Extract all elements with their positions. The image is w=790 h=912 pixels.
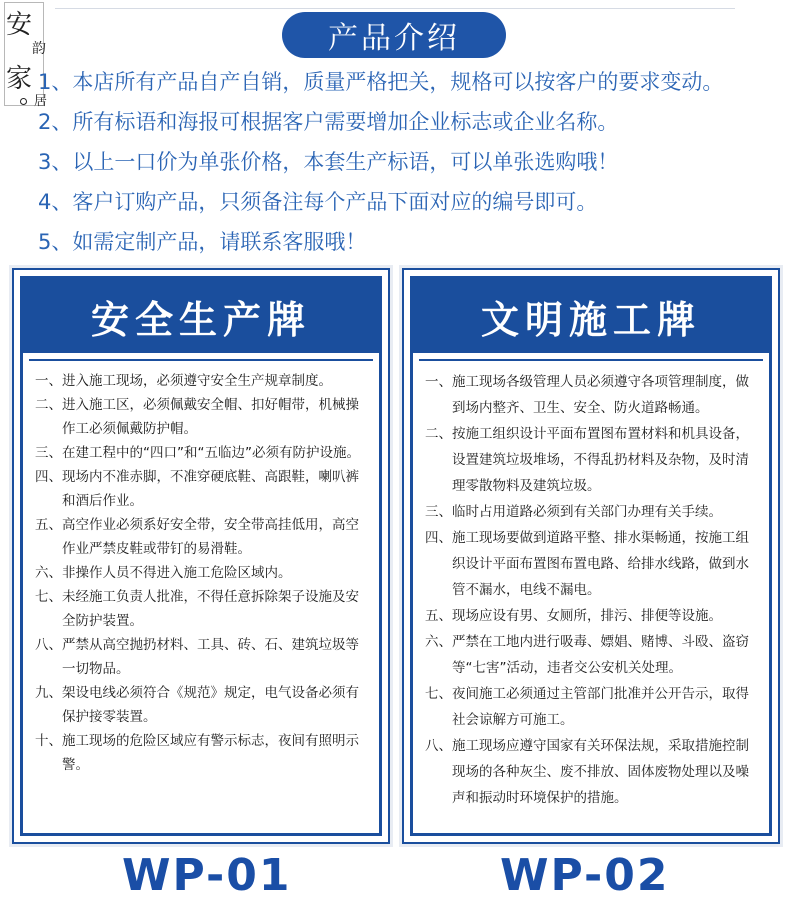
rule-item: 一、 进入施工现场，必须遵守安全生产规章制度。 xyxy=(35,373,332,389)
logo-char: 家 xyxy=(6,64,33,94)
board-title: 安全生产牌 xyxy=(23,279,379,353)
rule-item: 七、 未经施工负责人批准，不得任意拆除架子设施及安全防护装置。 xyxy=(35,589,359,629)
logo-char: 韵 xyxy=(32,41,46,57)
rule-item: 一、 施工现场各级管理人员必须遵守各项管理制度，做到场内整齐、卫生、安全、防火道路畅通。 xyxy=(425,374,749,416)
intro-line: 5、如需定制产品，请联系客服哦！ xyxy=(38,230,367,254)
rule-item: 二、 按施工组织设计平面布置图布置材料和机具设备，设置建筑垃圾堆场，不得乱扔材料及杂物，及时清理零散物料及建筑垃圾。 xyxy=(425,426,749,494)
rule-item: 三、 在建工程中的“四口”和“五临边”必须有防护设施。 xyxy=(35,445,360,461)
logo-char: 居 xyxy=(34,94,48,109)
top-divider xyxy=(55,8,735,9)
section-title: 产品介绍 xyxy=(282,12,506,58)
rule-item: 八、 施工现场应遵守国家有关环保法规，采取措施控制现场的各种灰尘、废不排放、固体废物处理以及噪声和振动时环境保护的措施。 xyxy=(425,738,749,806)
rule-item: 五、 高空作业必须系好安全带，安全带高挂低用，高空作业严禁皮鞋或带钉的易滑鞋。 xyxy=(35,517,359,557)
rule-item: 八、 严禁从高空抛扔材料、工具、砖、石、建筑垃圾等一切物品。 xyxy=(35,637,359,677)
rule-item: 七、 夜间施工必须通过主管部门批准并公开告示，取得社会谅解方可施工。 xyxy=(425,686,749,728)
sign-board-safety xyxy=(12,268,390,844)
rule-item: 二、 进入施工区，必须佩戴安全帽、扣好帽带，机械操作工必须佩戴防护帽。 xyxy=(35,397,359,437)
board-rules xyxy=(35,369,367,777)
intro-line: 2、所有标语和海报可根据客户需要增加企业标志或企业名称。 xyxy=(38,110,619,134)
intro-line: 4、客户订购产品，只须备注每个产品下面对应的编号即可。 xyxy=(38,190,598,214)
board-rules xyxy=(425,369,757,811)
rule-item: 五、 现场应设有男、女厕所，排污、排便等设施。 xyxy=(425,608,722,624)
rule-item: 六、 严禁在工地内进行吸毒、嫖娼、赌博、斗殴、盗窃等“七害”活动，违者交公安机关处理。 xyxy=(425,634,749,676)
rule-item: 四、 现场内不准赤脚，不准穿硬底鞋、高跟鞋，喇叭裤和酒后作业。 xyxy=(35,469,359,509)
board-divider xyxy=(419,359,763,361)
intro-line: 1、本店所有产品自产自销，质量严格把关，规格可以按客户的要求变动。 xyxy=(38,70,724,94)
rule-item: 六、 非操作人员不得进入施工危险区域内。 xyxy=(35,565,292,581)
board-frame xyxy=(20,276,382,836)
rule-item: 三、 临时占用道路必须到有关部门办理有关手续。 xyxy=(425,504,722,520)
sign-board-civilized xyxy=(402,268,780,844)
intro-line: 3、以上一口价为单张价格，本套生产标语，可以单张选购哦！ xyxy=(38,150,619,174)
logo-dot xyxy=(20,98,27,105)
intro-list xyxy=(38,62,778,262)
product-code-wp02: WP-02 xyxy=(500,850,670,901)
product-code-wp01: WP-01 xyxy=(122,850,292,901)
logo-char: 安 xyxy=(6,10,33,40)
board-frame xyxy=(410,276,772,836)
rule-item: 四、 施工现场要做到道路平整、排水渠畅通，按施工组织设计平面布置图布置电路、给排水线路，做到水管不漏水，电线不漏电。 xyxy=(425,530,749,598)
board-title: 文明施工牌 xyxy=(413,279,769,353)
rule-item: 九、 架设电线必须符合《规范》规定，电气设备必须有保护接零装置。 xyxy=(35,685,359,725)
board-divider xyxy=(29,359,373,361)
rule-item: 十、 施工现场的危险区域应有警示标志，夜间有照明示警。 xyxy=(35,733,359,773)
